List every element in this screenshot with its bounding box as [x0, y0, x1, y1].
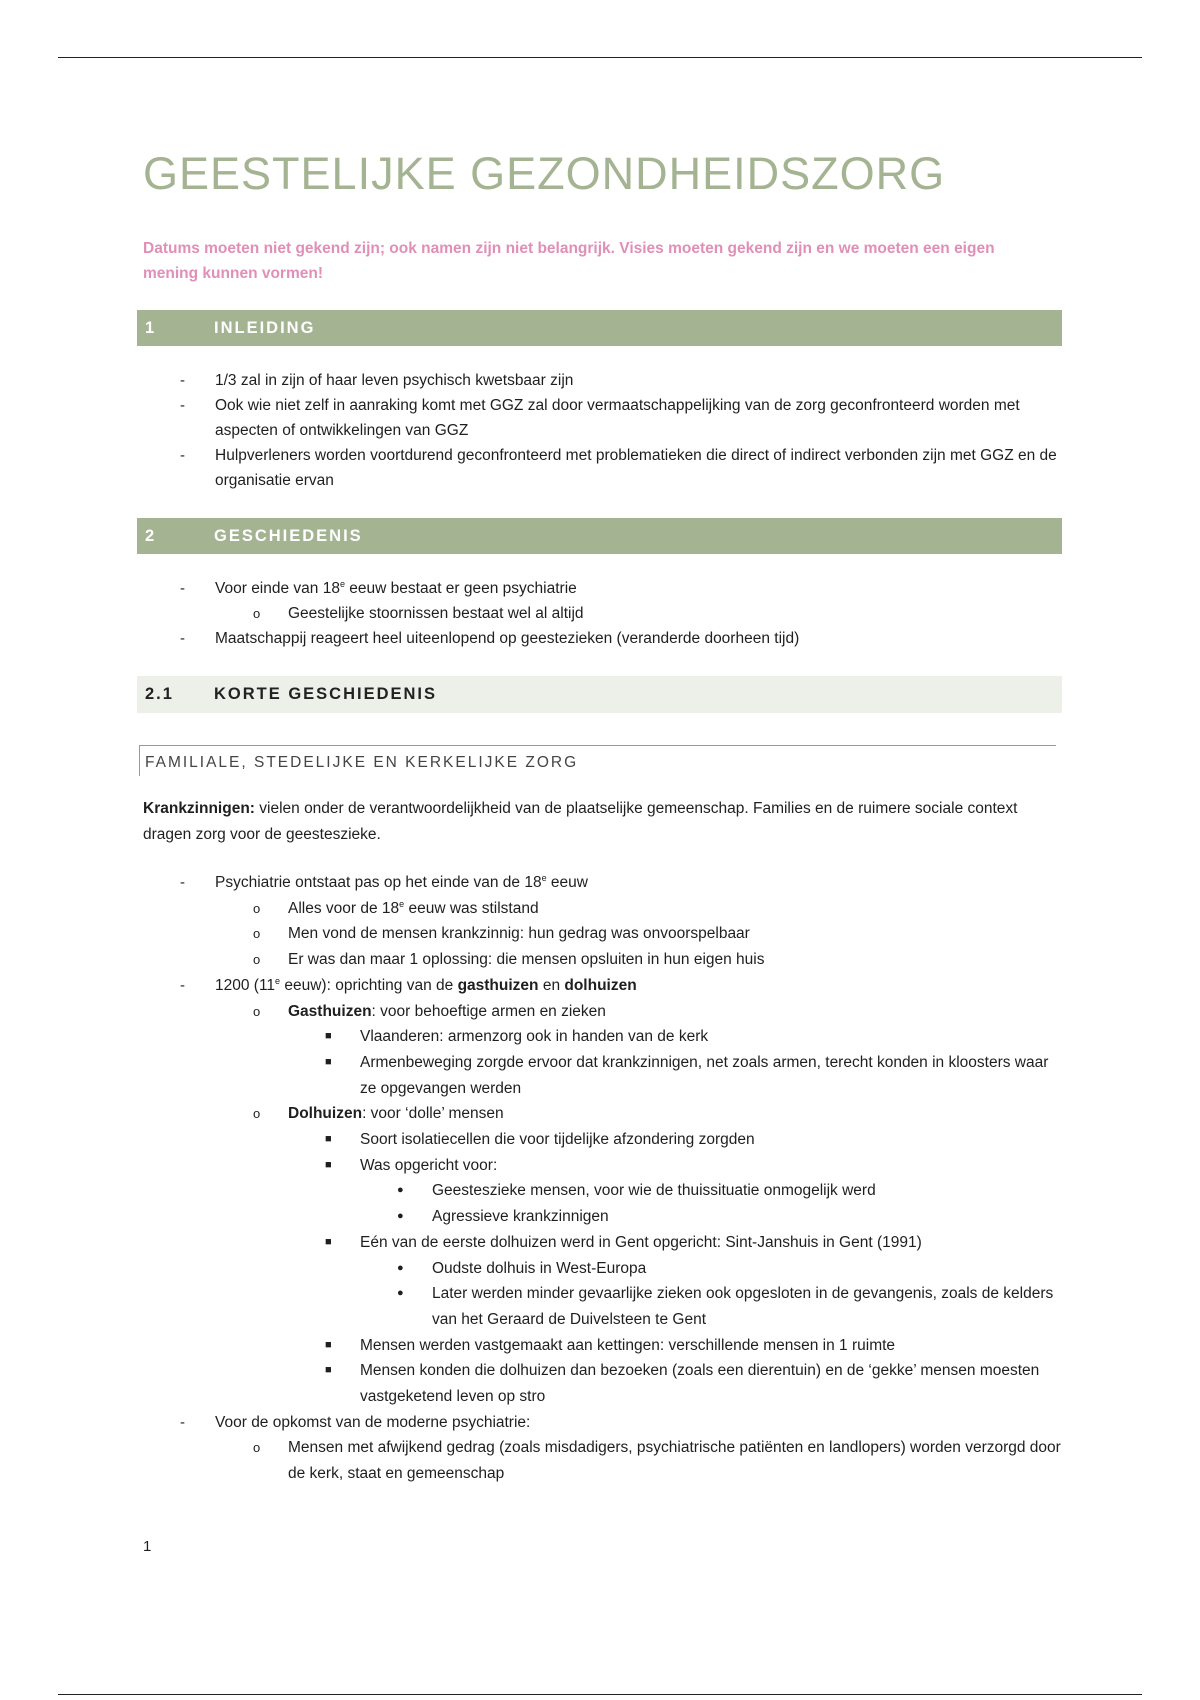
- list-item: - Maatschappij reageert heel uiteenlopend op geestezieken (veranderde doorheen tijd): [180, 630, 800, 647]
- section-title: GESCHIEDENIS: [214, 527, 363, 545]
- familiale-list: [143, 870, 1063, 1487]
- list-item: - Voor einde van 18e eeuw bestaat er geen psychiatrie: [180, 578, 577, 597]
- list-item: ● Later werden minder gevaarlijke zieken ook opgesloten in de gevangenis, zoals de kelders van het Geraard de Duivelsteen te Gent: [397, 1285, 1054, 1328]
- section-number: 2: [145, 527, 157, 545]
- list-item: - Voor de opkomst van de moderne psychiatrie:: [180, 1413, 531, 1431]
- list-item: ■ Mensen konden die dolhuizen dan bezoeken (zoals een dierentuin) en de ‘gekke’ mensen moesten vastgeketend leven op stro: [325, 1362, 1040, 1406]
- inleiding-list: [143, 368, 1063, 493]
- geschiedenis-list: [143, 576, 1063, 651]
- list-item: o Alles voor de 18e eeuw was stilstand: [253, 898, 539, 917]
- list-item: o Gasthuizen: voor behoeftige armen en zieken: [253, 1002, 606, 1020]
- footer-rule: [58, 1694, 1142, 1695]
- list-item: ■ Eén van de eerste dolhuizen werd in Gent opgericht: Sint-Janshuis in Gent (1991): [325, 1233, 922, 1251]
- list-item: o Er was dan maar 1 oplossing: die mensen opsluiten in hun eigen huis: [253, 951, 765, 969]
- section-heading-inleiding: [137, 310, 1062, 346]
- list-item: ■ Armenbeweging zorgde ervoor dat krankzinnigen, net zoals armen, terecht konden in kloosters waar ze opgevangen werden: [325, 1053, 1049, 1097]
- list-item: o Geestelijke stoornissen bestaat wel al altijd: [253, 605, 584, 622]
- list-item: ● Agressieve krankzinnigen: [397, 1208, 609, 1226]
- page-number: 1: [143, 1538, 152, 1555]
- list-item: ■ Vlaanderen: armenzorg ook in handen van de kerk: [325, 1028, 709, 1046]
- list-item: - Hulpverleners worden voortdurend geconfronteerd met problematieken die direct of indirect verbonden zijn met GGZ en de organisatie ervan: [180, 447, 1057, 489]
- subsection-heading-korte-geschiedenis: [137, 676, 1062, 713]
- list-item: - 1200 (11e eeuw): oprichting van de gasthuizen en dolhuizen: [180, 975, 637, 994]
- list-item: ■ Soort isolatiecellen die voor tijdelijke afzondering zorgden: [325, 1131, 755, 1149]
- list-item: ● Oudste dolhuis in West-Europa: [397, 1259, 647, 1277]
- section-title: KORTE GESCHIEDENIS: [214, 685, 438, 703]
- list-item: o Mensen met afwijkend gedrag (zoals misdadigers, psychiatrische patiënten en landlopers) worden verzorgd door de kerk, staat en gemeenschap: [253, 1439, 1061, 1483]
- list-item: ● Geesteszieke mensen, voor wie de thuissituatie onmogelijk werd: [397, 1182, 876, 1200]
- list-item: ■ Was opgericht voor:: [325, 1156, 498, 1174]
- list-item: - 1/3 zal in zijn of haar leven psychisch kwetsbaar zijn: [180, 372, 574, 389]
- list-item: o Dolhuizen: voor ‘dolle’ mensen: [253, 1105, 504, 1123]
- section-number: 1: [145, 319, 157, 337]
- list-item: - Psychiatrie ontstaat pas op het einde van de 18e eeuw: [180, 872, 588, 891]
- document-title: GEESTELIJKE GEZONDHEIDSZORG: [143, 148, 946, 199]
- list-item: ■ Mensen werden vastgemaakt aan kettingen: verschillende mensen in 1 ruimte: [325, 1336, 896, 1354]
- list-item: o Men vond de mensen krankzinnig: hun gedrag was onvoorspelbaar: [253, 925, 750, 943]
- header-rule: [58, 57, 1142, 58]
- intro-paragraph: Krankzinnigen: vielen onder de verantwoordelijkheid van de plaatselijke gemeenschap. Families en de ruimere sociale context dragen zorg voor de geesteszieke.: [143, 800, 1018, 843]
- section-heading-geschiedenis: [137, 518, 1062, 554]
- list-item: - Ook wie niet zelf in aanraking komt met GGZ zal door vermaatschappelijking van de zorg geconfronteerd worden met aspecten of ontwikkelingen van GGZ: [180, 397, 1020, 439]
- section-number: 2.1: [145, 685, 174, 703]
- section-title: INLEIDING: [214, 319, 316, 337]
- instructor-note: Datums moeten niet gekend zijn; ook namen zijn niet belangrijk. Visies moeten gekend zijn en we moeten een eigen mening kunnen vormen!: [143, 240, 995, 282]
- subsubsection-heading-familiale-zorg: FAMILIALE, STEDELIJKE EN KERKELIJKE ZORG: [139, 745, 1056, 776]
